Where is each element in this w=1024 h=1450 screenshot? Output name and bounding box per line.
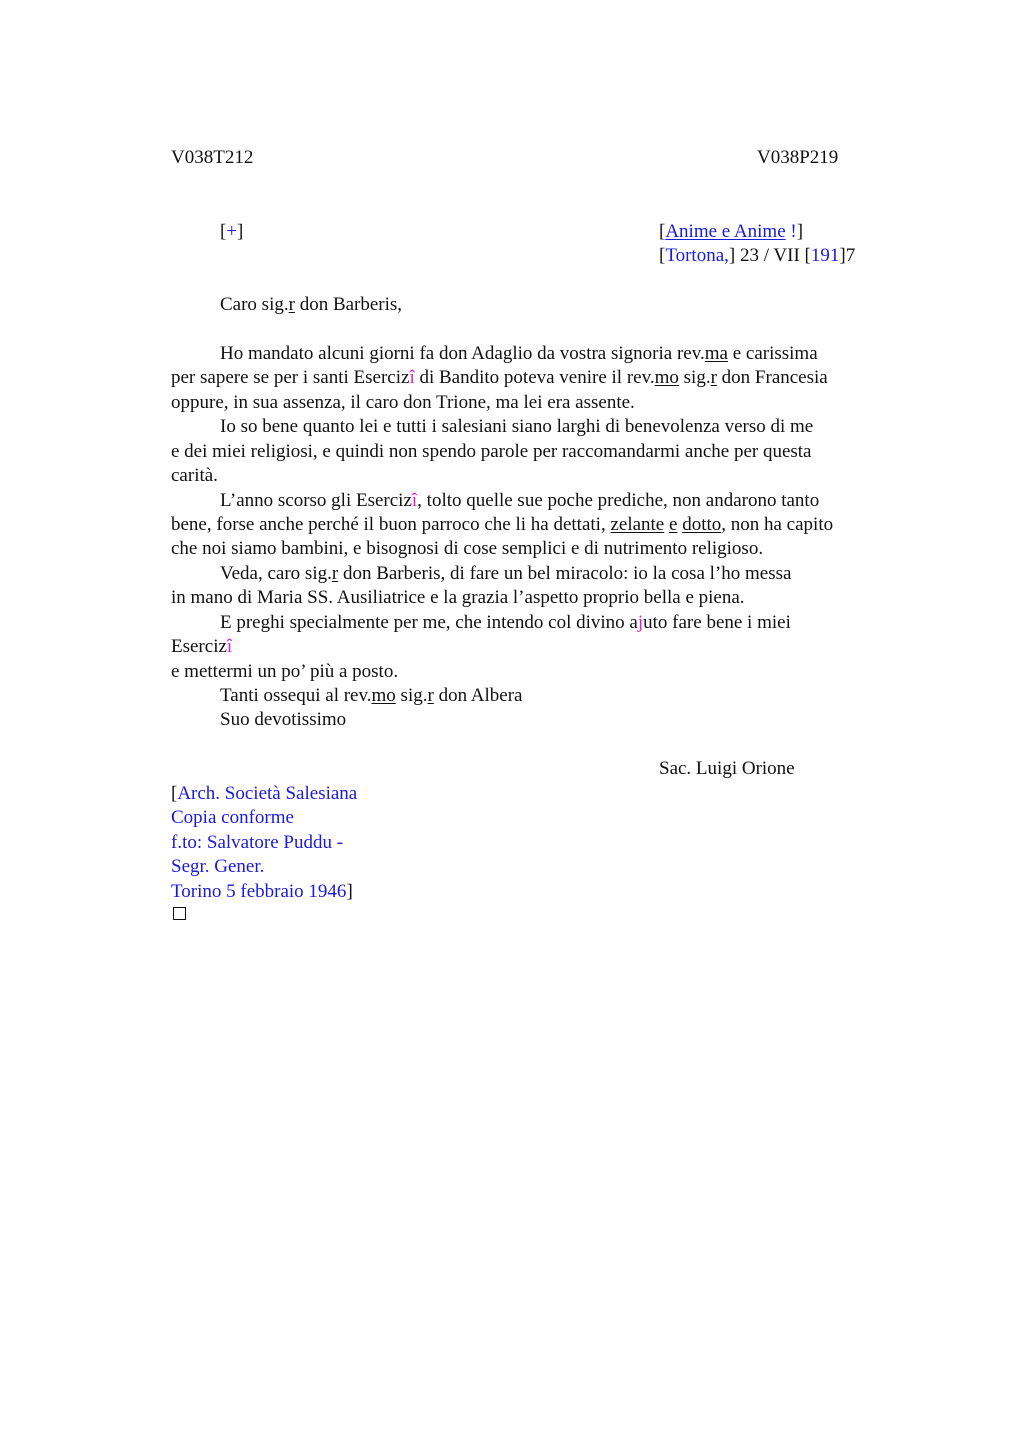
body-line: Veda, caro sig.r don Barberis, di fare un bel miracolo: io la cosa l’ho messa bbox=[220, 563, 792, 584]
body-line: e mettermi un po’ più a posto. bbox=[171, 661, 399, 682]
archive-line: f.to: Salvatore Puddu - bbox=[171, 832, 344, 853]
body-line: L’anno scorso gli Esercizî, tolto quelle sue poche prediche, non andarono tanto bbox=[220, 490, 820, 511]
body-line: che noi siamo bambini, e bisognosi di cose semplici e di nutrimento religioso. bbox=[171, 538, 764, 559]
archive-line: [Arch. Società Salesiana bbox=[171, 783, 358, 804]
motto: [Anime e Anime !] bbox=[659, 221, 804, 242]
body-line: E preghi specialmente per me, che intendo col divino ajuto fare bene i miei bbox=[220, 612, 791, 633]
archive-line: Torino 5 febbraio 1946] bbox=[171, 881, 353, 902]
body-line: Io so bene quanto lei e tutti i salesiani siano larghi di benevolenza verso di me bbox=[220, 416, 814, 437]
salutation: Caro sig.r don Barberis, bbox=[220, 294, 403, 315]
motto-link[interactable]: Anime e Anime bbox=[665, 221, 786, 242]
body-line: Esercizî bbox=[171, 636, 233, 657]
body-line: Ho mandato alcuni giorni fa don Adaglio da vostra signoria rev.ma e carissima bbox=[220, 343, 818, 364]
archive-line: Segr. Gener. bbox=[171, 856, 265, 877]
closing: Suo devotissimo bbox=[220, 709, 347, 730]
archive-line: Copia conforme bbox=[171, 807, 294, 828]
header-right-code: V038P219 bbox=[757, 147, 839, 168]
body-line: in mano di Maria SS. Ausiliatrice e la grazia l’aspetto proprio bella e piena. bbox=[171, 587, 745, 608]
body-line: oppure, in sua assenza, il caro don Trione, ma lei era assente. bbox=[171, 392, 635, 413]
body-line: bene, forse anche perché il buon parroco che li ha dettati, zelante e dotto, non ha capito bbox=[171, 514, 834, 535]
checkbox-glyph bbox=[173, 907, 186, 920]
cross-mark: [+] bbox=[220, 221, 244, 242]
header-left-code: V038T212 bbox=[171, 147, 254, 168]
body-line: per sapere se per i santi Esercizî di Bandito poteva venire il rev.mo sig.r don Francesia bbox=[171, 367, 828, 388]
body-line: carità. bbox=[171, 465, 218, 486]
body-line: e dei miei religiosi, e quindi non spendo parole per raccomandarmi anche per questa bbox=[171, 441, 812, 462]
body-line: Tanti ossequi al rev.mo sig.r don Albera bbox=[220, 685, 523, 706]
letter-date: [Tortona,] 23 / VII [191]7 bbox=[659, 245, 856, 266]
signature: Sac. Luigi Orione bbox=[659, 758, 795, 779]
